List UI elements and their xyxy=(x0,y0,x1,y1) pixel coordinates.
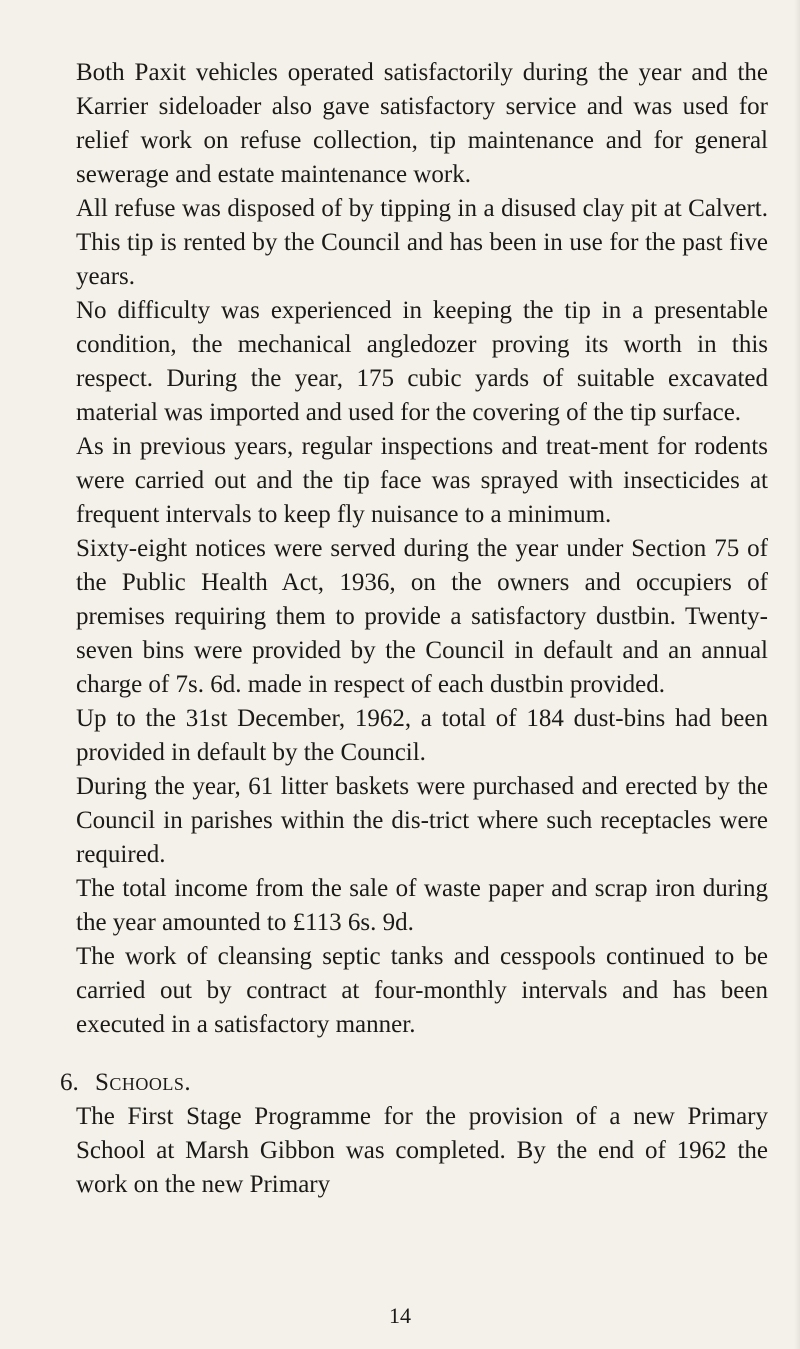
section-heading-schools xyxy=(60,1066,768,1100)
paragraph-refuse-tipping: All refuse was disposed of by tipping in a disused clay pit at Calvert. This tip is rented by the Council and has been in use for the past five years. xyxy=(76,195,768,290)
page-number: 14 xyxy=(389,1303,411,1328)
paragraph-dustbins-total: Up to the 31st December, 1962, a total of 184 dust-bins had been provided in default by the Council. xyxy=(76,705,768,766)
paragraph-waste-income: The total income from the sale of waste paper and scrap iron during the year amounted to £113 6s. 9d. xyxy=(76,875,768,936)
section-number: 6. xyxy=(60,1069,79,1096)
paragraph-septic-tanks: The work of cleansing septic tanks and cesspools continued to be carried out by contract at four-monthly intervals and has been executed in a satisfactory manner. xyxy=(76,943,768,1038)
paragraph-primary-school: The First Stage Programme for the provision of a new Primary School at Marsh Gibbon was completed. By the end of 1962 the work on the new Primary xyxy=(76,1103,768,1198)
paragraph-tip-condition: No difficulty was experienced in keeping the tip in a presentable condition, the mechanical angledozer proving its worth in this respect. During the year, 175 cubic yards of suitable excavated material was imported and used for the covering of the tip surface. xyxy=(76,297,768,426)
paragraph-dustbin-notices: Sixty-eight notices were served during the year under Section 75 of the Public Health Act, 1936, on the owners and occupiers of premises requiring them to provide a satisfactory dustbin. Twenty-seven bins were provided by the Council in default and an annual charge of 7s. 6d. made in respect of each dustbin provided. xyxy=(76,535,768,698)
section-title: Schools. xyxy=(95,1069,192,1096)
paragraph-litter-baskets: During the year, 61 litter baskets were purchased and erected by the Council in parishes within the dis-trict where such receptacles were required. xyxy=(76,773,768,868)
paragraph-rodent-inspections: As in previous years, regular inspections and treat-ment for rodents were carried out and the tip face was sprayed with insecticides at frequent intervals to keep fly nuisance to a minimum. xyxy=(76,433,768,528)
page-edge-shadow xyxy=(794,0,800,1349)
document-body xyxy=(60,56,768,1202)
paragraph-vehicles: Both Paxit vehicles operated satisfactorily during the year and the Karrier sideloader also gave satisfactory service and was used for relief work on refuse collection, tip maintenance and for general sewerage and estate maintenance work. xyxy=(76,59,768,188)
